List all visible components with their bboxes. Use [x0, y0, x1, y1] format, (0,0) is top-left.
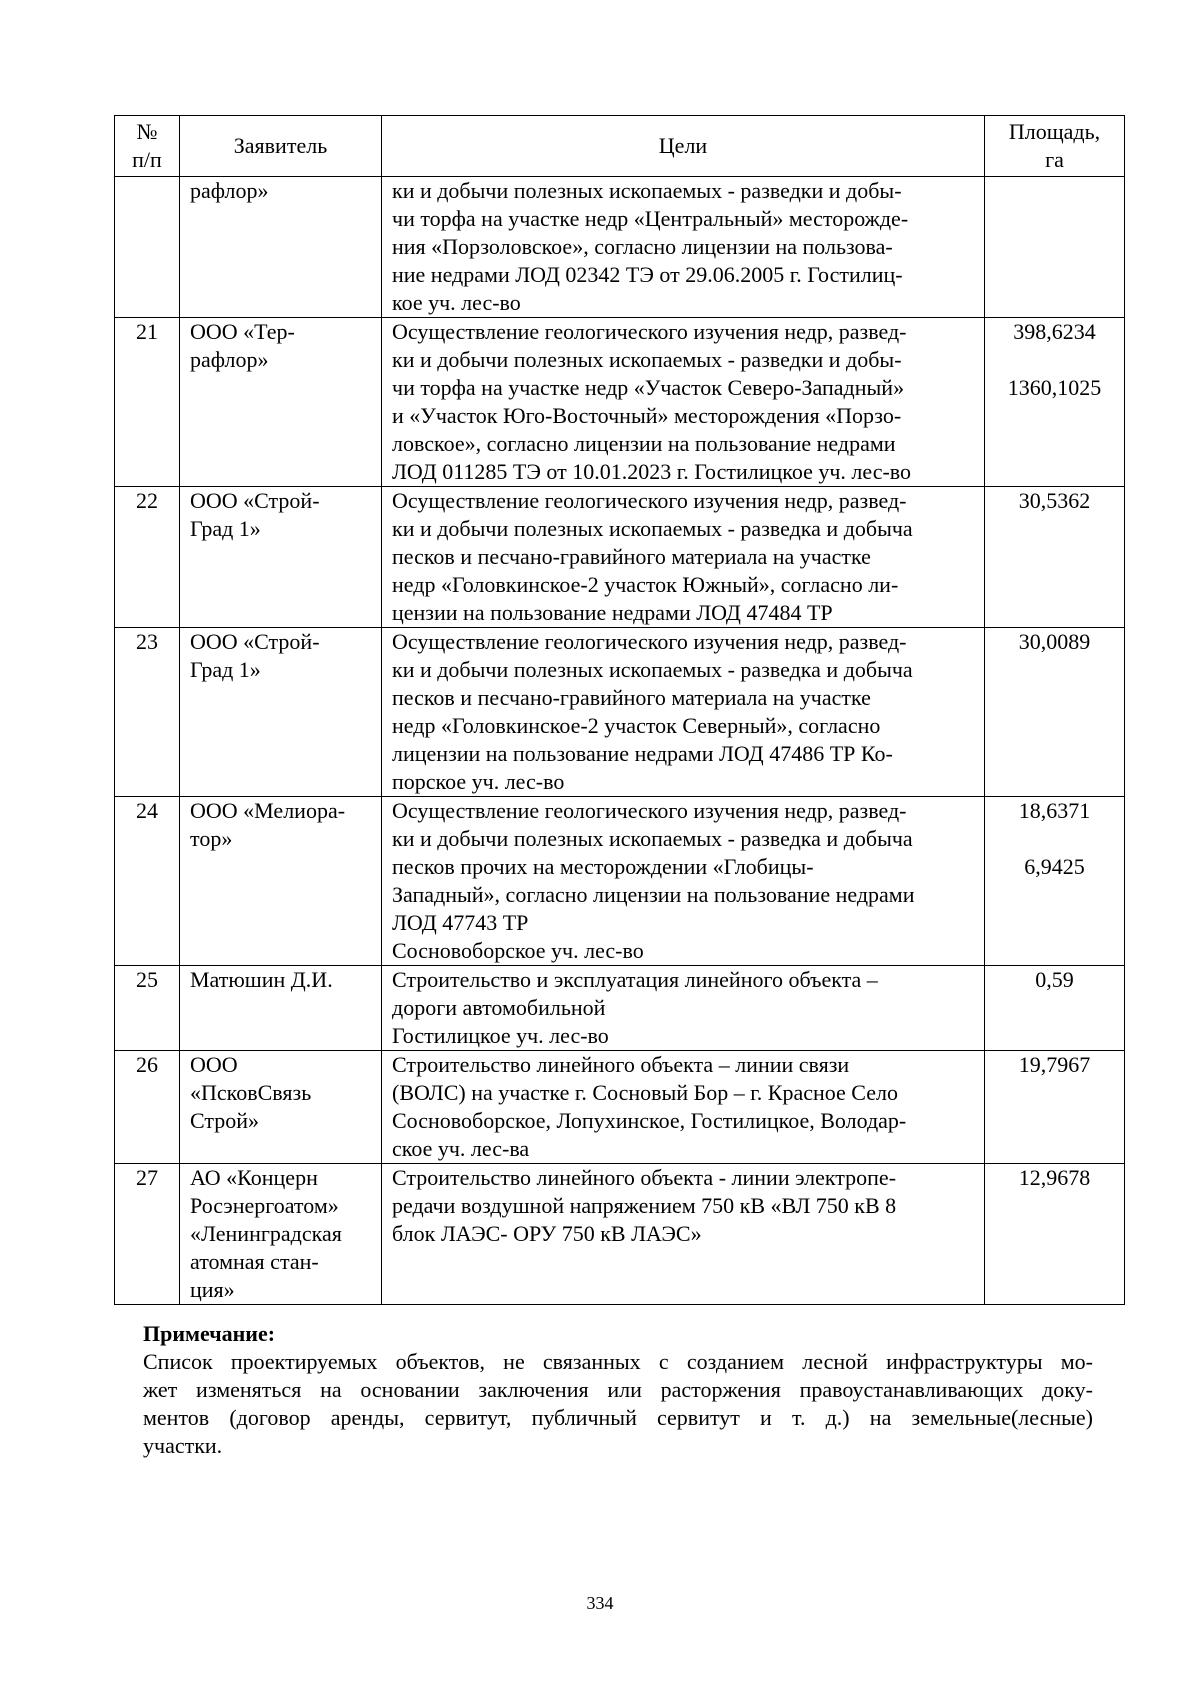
applicant-line: ция»: [190, 1277, 235, 1302]
goals-line: ния «Порзоловское», согласно лицензии на пользова-: [392, 234, 893, 259]
header-goals: Цели: [382, 116, 985, 177]
note-block: [143, 1320, 1093, 1460]
goals-line: Строительство линейного объекта – линии связи: [392, 1052, 850, 1077]
goals-line: ское уч. лес-ва: [392, 1136, 530, 1161]
goals-line: ки и добычи полезных ископаемых - разведка и добыча: [392, 516, 913, 541]
row-applicant: [180, 1051, 382, 1164]
area-value: 12,9678: [1018, 1165, 1091, 1190]
row-goals: [382, 177, 985, 318]
row-applicant: [180, 797, 382, 966]
area-value: 30,5362: [1018, 488, 1091, 513]
row-num: 25: [115, 966, 180, 1051]
row-num: 27: [115, 1164, 180, 1305]
row-area: [985, 966, 1125, 1051]
goals-line: недр «Головкинское-2 участок Северный», согласно: [392, 713, 881, 738]
applicant-line: «Ленинградская: [190, 1221, 342, 1246]
row-goals: [382, 1051, 985, 1164]
objects-table: [114, 115, 1125, 1305]
goals-line: цензии на пользование недрами ЛОД 47484 ТР: [392, 600, 833, 625]
goals-line: Осуществление геологического изучения недр, развед-: [392, 319, 907, 344]
table-row: [115, 1164, 1125, 1305]
row-area: [985, 487, 1125, 628]
goals-line: ЛОД 47743 ТР: [392, 910, 529, 935]
area-value: 19,7967: [1018, 1052, 1091, 1077]
row-applicant: [180, 318, 382, 487]
row-goals: [382, 318, 985, 487]
applicant-line: ООО: [190, 1052, 238, 1077]
header-num-line: п/п: [132, 147, 162, 172]
applicant-line: ООО «Тер-: [190, 319, 295, 344]
row-applicant: [180, 628, 382, 797]
row-applicant: [180, 177, 382, 318]
row-num: 21: [115, 318, 180, 487]
row-goals: [382, 628, 985, 797]
note-line: участки.: [143, 1433, 223, 1458]
row-applicant: [180, 966, 382, 1051]
area-value: 18,6371: [1018, 798, 1091, 823]
goals-line: дороги автомобильной: [392, 995, 606, 1020]
row-applicant: [180, 1164, 382, 1305]
row-area: [985, 318, 1125, 487]
row-applicant: [180, 487, 382, 628]
goals-line: Западный», согласно лицензии на пользование недрами: [392, 882, 915, 907]
header-num: [115, 116, 180, 177]
note-line: жет изменяться на основании заключения или расторжения правоустанавливающих доку-: [143, 1377, 1093, 1402]
applicant-line: Град 1»: [190, 657, 261, 682]
goals-line: недр «Головкинское-2 участок Южный», согласно ли-: [392, 572, 899, 597]
note-line: ментов (договор аренды, сервитут, публичный сервитут и т. д.) на земельные(лесные): [143, 1405, 1093, 1430]
row-goals: [382, 1164, 985, 1305]
goals-line: ки и добычи полезных ископаемых - разведки и добы-: [392, 347, 902, 372]
goals-line: Осуществление геологического изучения недр, развед-: [392, 488, 907, 513]
applicant-line: Град 1»: [190, 516, 261, 541]
row-goals: [382, 797, 985, 966]
goals-line: порское уч. лес-во: [392, 769, 565, 794]
table-header-row: [115, 116, 1125, 177]
area-value: 1360,1025: [1007, 375, 1102, 400]
row-area: [985, 628, 1125, 797]
area-value: 0,59: [1035, 967, 1074, 992]
header-area: [985, 116, 1125, 177]
goals-line: чи торфа на участке недр «Центральный» месторожде-: [392, 206, 909, 231]
goals-line: песков и песчано-гравийного материала на участке: [392, 685, 871, 710]
area-value: 30,0089: [1018, 629, 1091, 654]
page-number: 334: [586, 1593, 614, 1613]
row-num: 22: [115, 487, 180, 628]
header-area-line: Площадь,: [1008, 119, 1101, 144]
row-num: 24: [115, 797, 180, 966]
goals-line: ки и добычи полезных ископаемых - разведка и добыча: [392, 826, 913, 851]
goals-line: (ВОЛС) на участке г. Сосновый Бор – г. Красное Село: [392, 1080, 898, 1105]
applicant-line: атомная стан-: [190, 1249, 319, 1274]
applicant-line: Строй»: [190, 1108, 260, 1133]
row-num: 26: [115, 1051, 180, 1164]
goals-line: блок ЛАЭС- ОРУ 750 кВ ЛАЭС»: [392, 1221, 702, 1246]
note-line: Список проектируемых объектов, не связанных с созданием лесной инфраструктуры мо-: [143, 1349, 1093, 1374]
applicant-line: «ПсковСвязь: [190, 1080, 312, 1105]
header-area-line: га: [1045, 147, 1064, 172]
goals-line: ЛОД 011285 ТЭ от 10.01.2023 г. Гостилицкое уч. лес-во: [392, 459, 912, 484]
row-num: 23: [115, 628, 180, 797]
header-num-line: №: [136, 119, 158, 144]
goals-line: Осуществление геологического изучения недр, развед-: [392, 629, 907, 654]
applicant-line: ООО «Строй-: [190, 488, 320, 513]
goals-line: Гостилицкое уч. лес-во: [392, 1023, 609, 1048]
row-area: [985, 177, 1125, 318]
table-row: [115, 177, 1125, 318]
goals-line: Сосновоборское уч. лес-во: [392, 938, 644, 963]
goals-line: редачи воздушной напряжением 750 кВ «ВЛ 750 кВ 8: [392, 1193, 897, 1218]
table-row: [115, 318, 1125, 487]
note-title: Примечание:: [143, 1321, 276, 1346]
header-applicant: Заявитель: [180, 116, 382, 177]
area-value: 6,9425: [1024, 854, 1085, 879]
table-row: [115, 487, 1125, 628]
goals-line: Сосновоборское, Лопухинское, Гостилицкое, Володар-: [392, 1108, 907, 1133]
applicant-line: ООО «Мелиора-: [190, 798, 346, 823]
goals-line: песков прочих на месторождении «Глобицы-: [392, 854, 814, 879]
table-row: [115, 797, 1125, 966]
goals-line: кое уч. лес-во: [392, 290, 521, 315]
goals-line: Строительство линейного объекта - линии электропе-: [392, 1165, 897, 1190]
goals-line: ние недрами ЛОД 02342 ТЭ от 29.06.2005 г. Гостилиц-: [392, 262, 903, 287]
row-num: [115, 177, 180, 318]
table-row: [115, 1051, 1125, 1164]
applicant-line: ООО «Строй-: [190, 629, 320, 654]
applicant-line: рафлор»: [190, 178, 269, 203]
row-area: [985, 1051, 1125, 1164]
table-row: [115, 628, 1125, 797]
applicant-line: Росэнергоатом»: [190, 1193, 339, 1218]
applicant-line: тор»: [190, 826, 233, 851]
table-row: [115, 966, 1125, 1051]
row-area: [985, 797, 1125, 966]
goals-line: чи торфа на участке недр «Участок Северо-Западный»: [392, 375, 905, 400]
row-goals: [382, 966, 985, 1051]
goals-line: Строительство и эксплуатация линейного объекта –: [392, 967, 878, 992]
goals-line: и «Участок Юго-Восточный» месторождения «Порзо-: [392, 403, 902, 428]
goals-line: ки и добычи полезных ископаемых - разведки и добы-: [392, 178, 902, 203]
applicant-line: рафлор»: [190, 347, 269, 372]
goals-line: Осуществление геологического изучения недр, развед-: [392, 798, 907, 823]
area-value: 398,6234: [1013, 319, 1096, 344]
goals-line: песков и песчано-гравийного материала на участке: [392, 544, 871, 569]
row-goals: [382, 487, 985, 628]
applicant-line: АО «Концерн: [190, 1165, 318, 1190]
applicant-line: Матюшин Д.И.: [190, 967, 333, 992]
goals-line: лицензии на пользование недрами ЛОД 47486 ТР Ко-: [392, 741, 893, 766]
goals-line: ки и добычи полезных ископаемых - разведка и добыча: [392, 657, 913, 682]
goals-line: ловское», согласно лицензии на пользование недрами: [392, 431, 896, 456]
row-area: [985, 1164, 1125, 1305]
